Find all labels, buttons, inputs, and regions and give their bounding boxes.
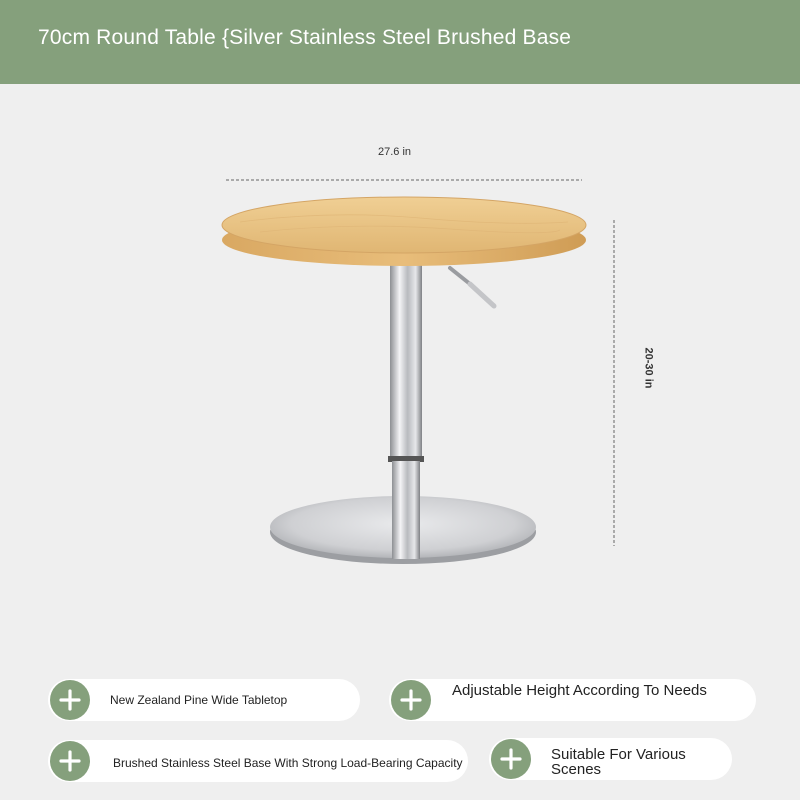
- steel-pole: [388, 258, 424, 559]
- plus-icon: [391, 680, 431, 720]
- feature-pill-various-scenes: [489, 738, 732, 780]
- height-dimension-label: 20-30 in: [642, 347, 655, 389]
- feature-label: Adjustable Height According To Needs: [452, 682, 707, 699]
- width-dimension-label: 27.6 in: [378, 146, 412, 158]
- height-lever: [450, 268, 494, 306]
- feature-label: New Zealand Pine Wide Tabletop: [110, 693, 288, 707]
- feature-pill-adjustable-height: [389, 679, 756, 721]
- page-title: 70cm Round Table {Silver Stainless Steel Brushed Base: [38, 26, 572, 49]
- plus-icon: [491, 739, 531, 779]
- feature-pill-steel-base: [48, 740, 468, 782]
- plus-icon: [50, 741, 90, 781]
- feature-label: Suitable For Various Scenes: [551, 746, 686, 778]
- plus-icon: [50, 680, 90, 720]
- feature-pill-tabletop: [48, 679, 360, 721]
- tabletop: [222, 197, 586, 266]
- feature-label: Brushed Stainless Steel Base With Strong Load-Bearing Capacity: [113, 756, 463, 770]
